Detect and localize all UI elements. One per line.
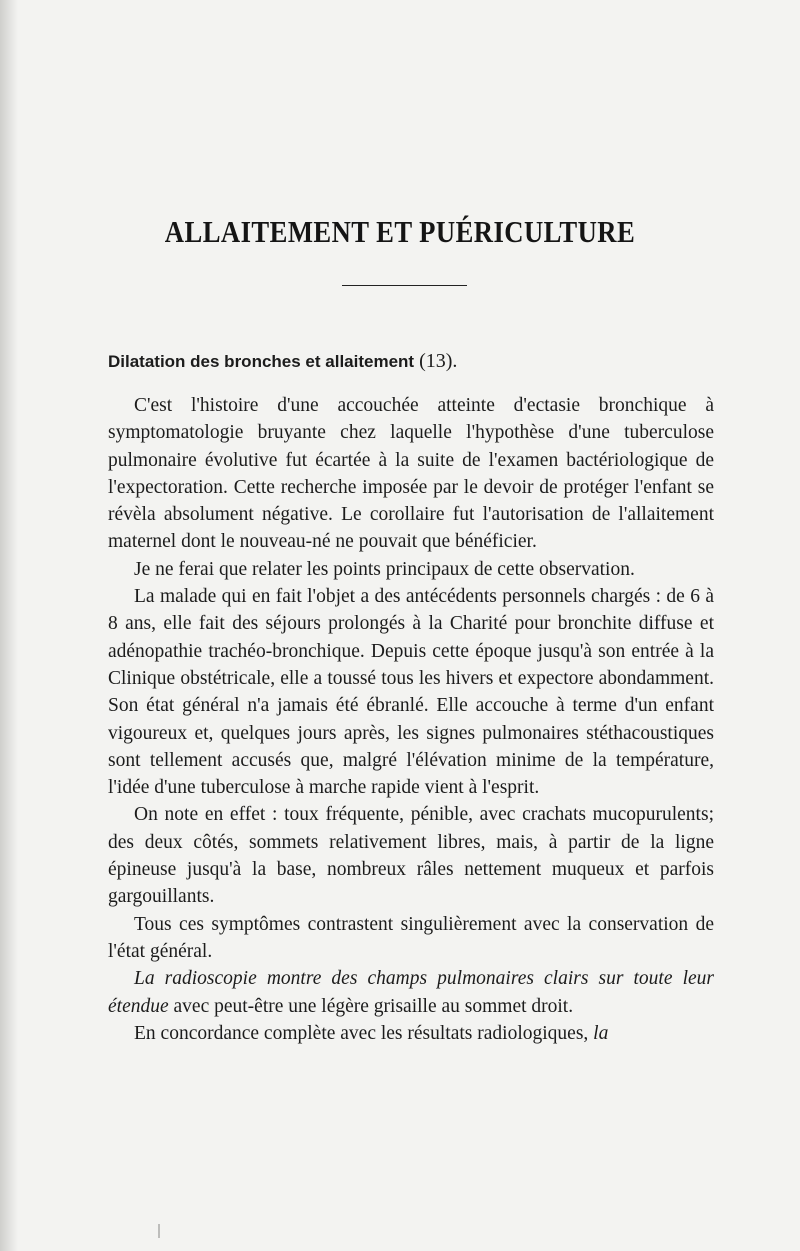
section-heading-text: Dilatation des bronches et allaitement bbox=[108, 352, 415, 371]
section-heading bbox=[108, 350, 457, 373]
paragraph-7-text: En concordance complète avec les résultats radiologiques, bbox=[134, 1022, 594, 1044]
paragraph-2 bbox=[108, 556, 714, 583]
paragraph-7 bbox=[108, 1020, 714, 1047]
paragraph-6 bbox=[108, 965, 714, 1020]
paragraph-1 bbox=[108, 392, 714, 556]
paragraph-2-text: Je ne ferai que relater les points principaux de cette observation. bbox=[134, 558, 635, 580]
paragraph-6-text: avec peut-être une légère grisaille au sommet droit. bbox=[168, 995, 574, 1017]
paragraph-3-text: La malade qui en fait l'objet a des antécédents personnels chargés : de 6 à 8 ans, elle fait des séjours prolongés à la Charité pour bronchite diffuse et adénopathie trachéo-bronchique. Depuis cette époque jusqu'à son entrée à la Clinique obstétricale, elle a toussé tous les hivers et expectore abondamment. Son état général n'a jamais été ébranlé. Elle accouche à terme d'un enfant vigoureux et, quelques jours après, les signes pulmonaires stéthacoustiques sont tellement accusés que, malgré l'élévation minime de la température, l'idée d'une tuberculose à marche rapide vient à l'esprit. bbox=[108, 586, 714, 799]
paragraph-5 bbox=[108, 911, 714, 966]
section-reference: (13). bbox=[414, 350, 458, 372]
page-title: ALLAITEMENT ET PUÉRICULTURE bbox=[164, 214, 636, 249]
paragraph-4 bbox=[108, 801, 714, 910]
paragraph-7-italic: la bbox=[593, 1022, 609, 1044]
paragraph-1-text: C'est l'histoire d'une accouchée atteinte d'ectasie bronchique à symptomatologie bruyante chez laquelle l'hypothèse d'une tuberculose pulmonaire évolutive fut écartée à la suite de l'examen bactériologique de l'expectoration. Cette recherche imposée par le devoir de protéger l'enfant se révèla absolument négative. Le corollaire fut l'autorisation de l'allaitement maternel dont le nouveau-né ne pouvait que bénéficier. bbox=[108, 395, 714, 553]
paragraph-6-italic: La radioscopie montre des champs pulmonaires clairs sur toute leur étendue bbox=[108, 968, 714, 1017]
margin-mark bbox=[158, 1224, 160, 1238]
paragraph-4-text: On note en effet : toux fréquente, pénible, avec crachats mucopurulents; des deux côtés, sommets relativement libres, mais, à partir de la ligne épineuse jusqu'à la base, nombreux râles nettement muqueux et parfois gargouillants. bbox=[108, 804, 714, 908]
title-divider bbox=[342, 285, 467, 286]
paragraph-3 bbox=[108, 583, 714, 801]
paragraph-5-text: Tous ces symptômes contrastent singulièrement avec la conservation de l'état général. bbox=[108, 913, 714, 962]
body-text bbox=[108, 392, 714, 1047]
